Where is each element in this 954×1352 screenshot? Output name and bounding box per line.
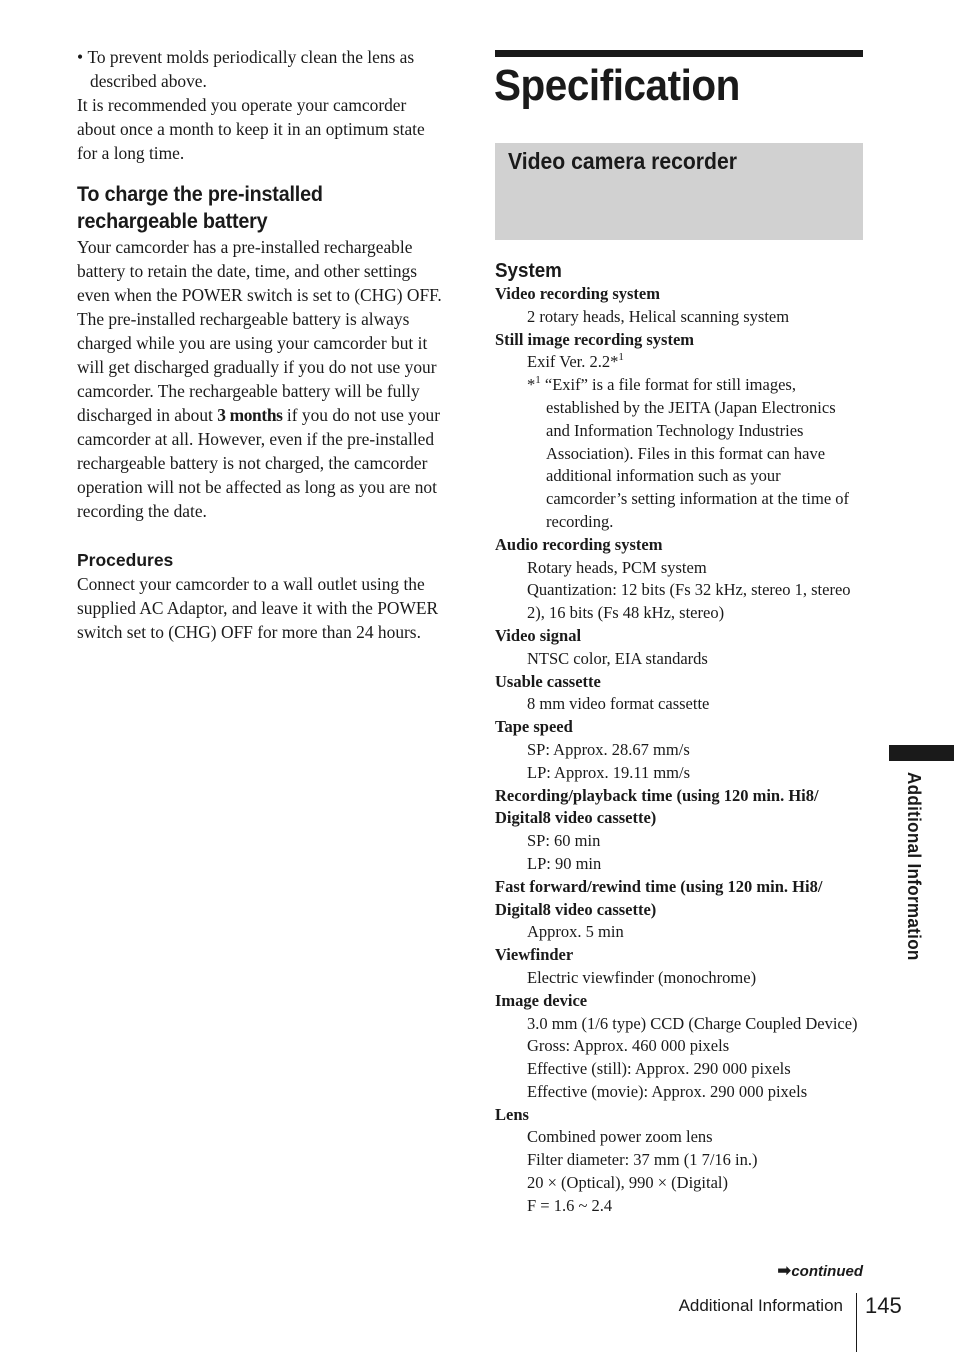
bullet-item: • To prevent molds periodically clean the lens as described above.	[77, 47, 415, 91]
footer-divider	[856, 1293, 857, 1352]
spec-value: Effective (still): Approx. 290 000 pixels	[527, 1059, 791, 1079]
footnote-mark: *	[527, 375, 536, 395]
spec-label: Recording/playback time (using 120 min. Hi8/ Digital8 video cassette)	[495, 785, 819, 828]
spec-value: Filter diameter: 37 mm (1 7/16 in.)	[527, 1150, 758, 1170]
footnote-sup: 1	[535, 374, 541, 387]
section-tab-label: Additional Information	[904, 772, 924, 961]
footnote	[527, 374, 863, 534]
spec-value: NTSC color, EIA standards	[527, 648, 708, 668]
spec-value: Rotary heads, PCM system	[527, 557, 707, 577]
section-heading: System	[495, 260, 562, 282]
spec-label: Video signal	[495, 625, 582, 645]
title-rule	[495, 50, 863, 57]
spec-label: Image device	[495, 990, 588, 1010]
page-title: Specification	[494, 61, 740, 110]
spec-label: Tape speed	[495, 717, 573, 737]
continued-text: continued	[791, 1263, 863, 1280]
spec-value: Approx. 5 min	[527, 922, 624, 942]
footer-section: Additional Information	[678, 1296, 843, 1315]
spec-value-text: Exif Ver. 2.2*	[527, 352, 619, 372]
spec-label: Audio recording system	[495, 534, 663, 554]
arrow-right-icon: ➡	[777, 1261, 792, 1280]
spec-value: 2 rotary heads, Helical scanning system	[527, 306, 790, 326]
subheading-box	[495, 143, 863, 240]
spec-label: Fast forward/rewind time (using 120 min. Hi8/ Digital8 video cassette)	[495, 876, 823, 919]
spec-value: Effective (movie): Approx. 290 000 pixels	[527, 1081, 808, 1101]
spec-value: F = 1.6 ~ 2.4	[527, 1195, 613, 1215]
footnote-text: “Exif” is a file format for still images, established by the JEITA (Japan Electronics and Information Technology Industries Association). Files in this format can have additional information such as your camcorder’s setting information at the time of recording.	[544, 375, 850, 531]
section-tab-bar	[889, 745, 954, 761]
spec-value: LP: Approx. 19.11 mm/s	[527, 762, 691, 782]
spec-value: Gross: Approx. 460 000 pixels	[527, 1036, 730, 1056]
spec-value: SP: Approx. 28.67 mm/s	[527, 739, 690, 759]
spec-label: Still image recording system	[495, 329, 695, 349]
bullet-text: To prevent molds periodically clean the lens as described above.	[87, 47, 415, 91]
right-column	[495, 50, 863, 1218]
battery-text-2: if you do not use your camcorder at all. However, even if the pre-installed rechargeable battery is not charged, the camcorder operation will not be affected as long as you are not recording the date.	[77, 405, 441, 521]
procedures-paragraph: Connect your camcorder to a wall outlet using the supplied AC Adaptor, and leave it with the POWER switch set to (CHG) OFF for more than 24 hours.	[77, 574, 439, 642]
spec-label: Video recording system	[495, 284, 660, 303]
battery-heading: To charge the pre-installed rechargeable battery	[77, 183, 323, 233]
page-number: 145	[865, 1293, 902, 1318]
battery-bold: 3 months	[217, 405, 283, 425]
spec-list	[495, 283, 863, 1218]
spec-value: 8 mm video format cassette	[527, 694, 710, 714]
left-column	[77, 45, 445, 644]
spec-value: SP: 60 min	[527, 831, 601, 851]
spec-value: Combined power zoom lens	[527, 1127, 713, 1147]
battery-paragraph	[77, 235, 445, 523]
spec-label: Lens	[495, 1104, 529, 1124]
spec-value	[527, 351, 863, 374]
spec-label: Viewfinder	[495, 945, 574, 965]
spec-value: Electric viewfinder (monochrome)	[527, 967, 757, 987]
footnote-sup: 1	[618, 351, 624, 364]
intro-paragraph: It is recommended you operate your camcorder about once a month to keep it in an optimum state for a long time.	[77, 95, 425, 163]
spec-value: 20 × (Optical), 990 × (Digital)	[527, 1173, 728, 1193]
battery-text-1: Your camcorder has a pre-installed rechargeable battery to retain the date, time, and other settings even when the POWER switch is set to (CHG) OFF. The pre-installed rechargeable battery is always charged while you are using your camcorder but it will get discharged gradually if you do not use your camcorder. The rechargeable battery will be fully discharged in about	[77, 237, 442, 425]
procedures-heading: Procedures	[77, 550, 174, 570]
spec-label: Usable cassette	[495, 671, 601, 691]
subheading: Video camera recorder	[508, 148, 737, 174]
spec-value: 3.0 mm (1/6 type) CCD (Charge Coupled Device)	[527, 1013, 858, 1033]
continued-note	[777, 1261, 863, 1282]
spec-value: Quantization: 12 bits (Fs 32 kHz, stereo 1, stereo 2), 16 bits (Fs 48 kHz, stereo)	[527, 580, 851, 623]
spec-value: LP: 90 min	[527, 853, 602, 873]
